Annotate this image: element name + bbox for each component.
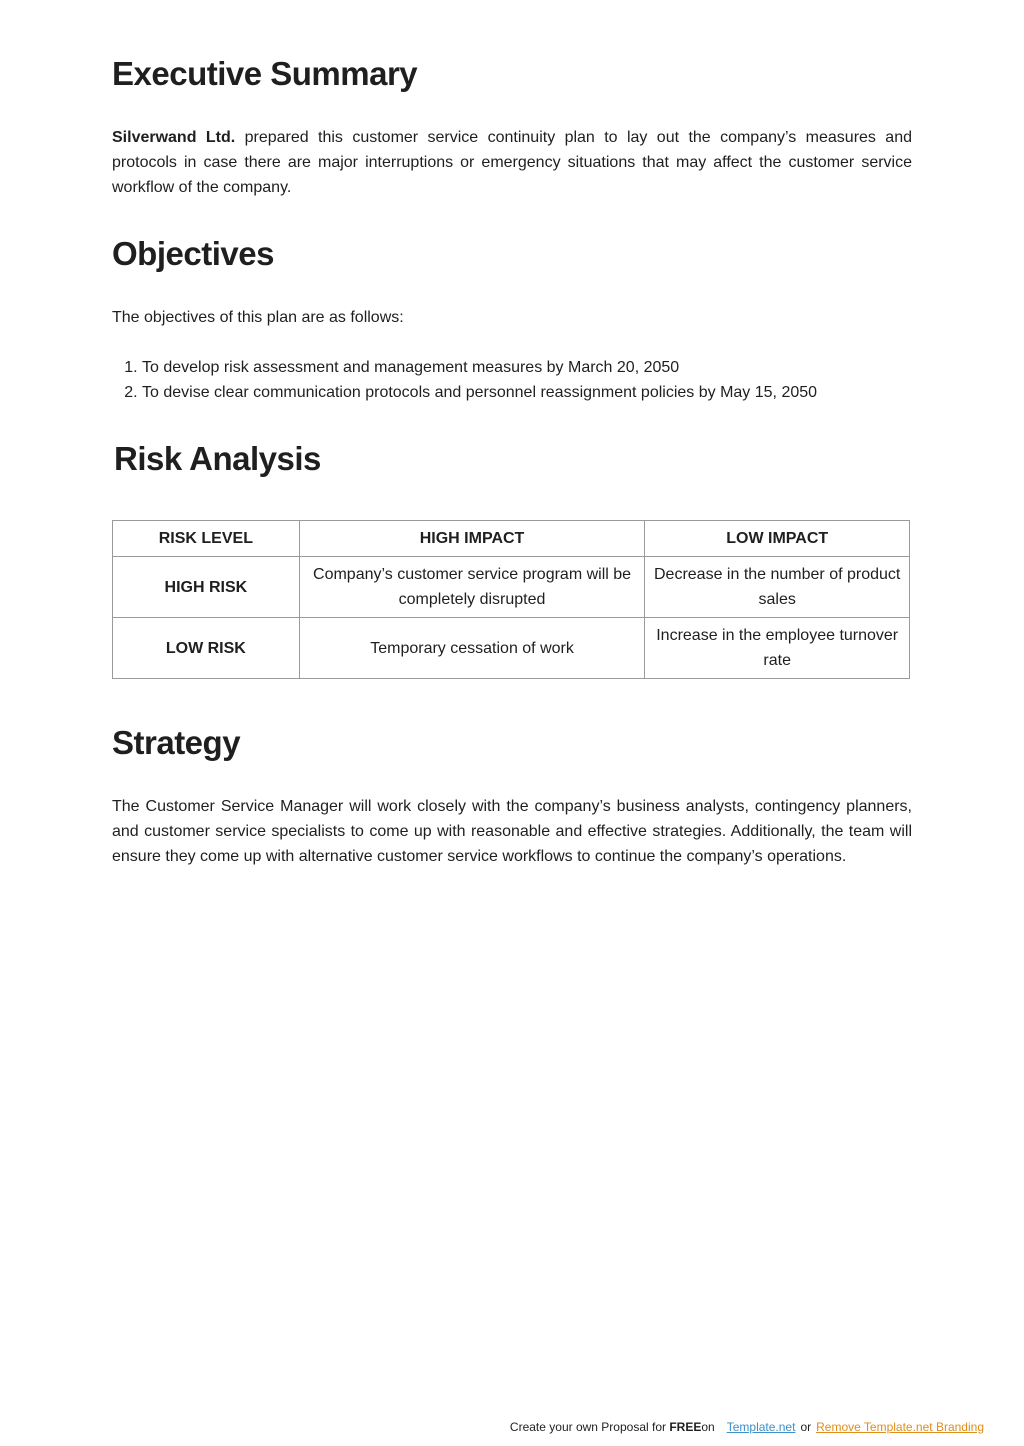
header-high-impact: HIGH IMPACT — [299, 521, 645, 557]
footer-branding — [510, 1419, 984, 1435]
table-cell: Temporary cessation of work — [299, 618, 645, 679]
table-row — [113, 618, 910, 679]
executive-summary-text: prepared this customer service continuity plan to lay out the company’s measures and protocols in case there are major interruptions or emergency situations that may affect the customer service workflow of the company. — [112, 129, 913, 196]
row-label-high-risk: HIGH RISK — [113, 557, 300, 618]
table-row — [113, 557, 910, 618]
executive-summary-paragraph — [112, 125, 912, 200]
company-name: Silverwand Ltd. — [112, 129, 236, 146]
row-label-low-risk: LOW RISK — [113, 618, 300, 679]
table-cell: Increase in the employee turnover rate — [645, 618, 910, 679]
table-cell: Decrease in the number of product sales — [645, 557, 910, 618]
footer-or: or — [800, 1420, 812, 1434]
footer-free: FREE — [669, 1420, 702, 1434]
risk-analysis-table — [112, 520, 910, 679]
remove-branding-link[interactable]: Remove Template.net Branding — [816, 1420, 984, 1434]
table-header-row — [113, 521, 910, 557]
objectives-heading: Objectives — [112, 235, 274, 272]
template-net-link[interactable]: Template.net — [726, 1420, 796, 1434]
footer-prefix: Create your own Proposal for — [509, 1420, 670, 1434]
list-item: 1. To develop risk assessment and management measures by March 20, 2050 — [142, 355, 912, 380]
objectives-intro: The objectives of this plan are as follows: — [112, 309, 404, 326]
strategy-heading: Strategy — [112, 724, 241, 761]
header-low-impact: LOW IMPACT — [645, 521, 910, 557]
list-item: 2. To devise clear communication protocols and personnel reassignment policies by May 15, 2050 — [142, 380, 912, 405]
footer-on: on — [701, 1420, 715, 1434]
header-risk-level: RISK LEVEL — [113, 521, 300, 557]
risk-analysis-heading: Risk Analysis — [114, 440, 321, 477]
objectives-list — [112, 355, 912, 405]
executive-summary-heading: Executive Summary — [112, 55, 418, 92]
table-cell: Company’s customer service program will be completely disrupted — [299, 557, 645, 618]
strategy-paragraph: The Customer Service Manager will work closely with the company’s business analysts, contingency planners, and customer service specialists to come up with reasonable and effective strategies. Additionally, the team will ensure they come up with alternative customer service workflows to continue the company’s operations. — [112, 798, 912, 865]
